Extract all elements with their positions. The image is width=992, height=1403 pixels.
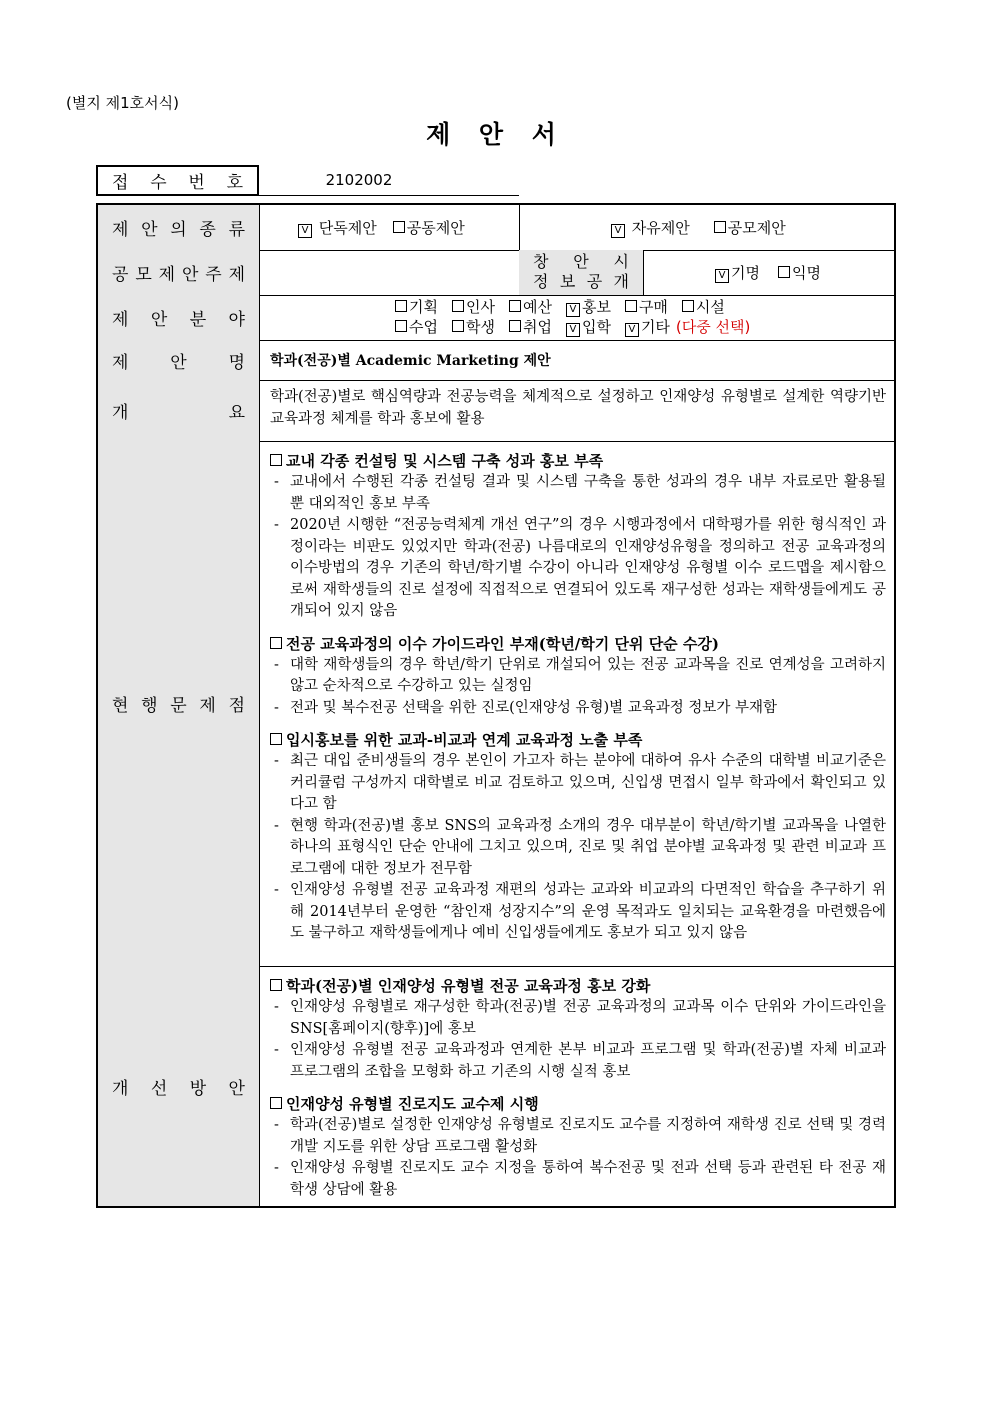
bullet-item: - 2020년 시행한 “전공능력체계 개선 연구”의 경우 시행과정에서 대학평가를 위한 형식적인 과정이라는 비판도 있었지만 학과(전공) 나름대로의 인재양성유형을 정의하고 전공 교육과정의 이수방법의 경우 기존의 학년/학기별 수강이 아니라 인재양성 유형별 이수 로드맵을 제시함으로써 재학생들의 진로 설정에 직접적으로 연결되어 있도록 재구성한 성과는 재학생들에게도 공개되어 있지 않음 [270, 515, 886, 623]
label-char: 공 [112, 265, 129, 285]
label-char: 야 [228, 310, 245, 330]
bullet-item: - 인재양성 유형별 전공 교육과정과 연계한 본부 비교과 프로그램 및 학과(전공)별 자체 비교과 프로그램의 조합을 모형화 하고 기존의 시행 실적 홍보 [270, 1040, 886, 1083]
receipt-number-value: 2102002 [259, 165, 519, 196]
square-bullet-icon [270, 454, 282, 466]
label-char: 류 [228, 220, 245, 240]
label-char: 접 [112, 173, 129, 193]
label-char: 방 [189, 1078, 207, 1099]
summary-label [98, 380, 260, 441]
label-char: 문 [170, 696, 187, 716]
proposal-field-label [98, 295, 260, 340]
label-char: 개 [613, 272, 629, 291]
contest-topic-row [98, 250, 894, 296]
field-option[interactable]: 수업 [395, 318, 438, 336]
single-proposal-option[interactable]: V 단독제안 [298, 217, 377, 238]
multi-select-note: (다중 선택) [675, 318, 751, 336]
bullet-item: - 최근 대입 준비생들의 경우 본인이 가고자 하는 분야에 대하여 유사 수준의 대학별 비교기준은 커리큘럼 구성까지 대학별로 비교 검토하고 있으며, 신입생 면접시 일부 학과에서 확인되고 있다고 함 [270, 751, 886, 816]
proposal-type-label [98, 205, 260, 250]
field-option[interactable]: 예산 [509, 298, 552, 316]
checkbox-icon [452, 300, 464, 312]
contest-proposal-option[interactable]: 공모제안 [714, 217, 786, 238]
receipt-number-label [96, 165, 259, 196]
section-heading: 학과(전공)별 인재양성 유형별 전공 교육과정 홍보 강화 [270, 975, 886, 997]
checkbox-icon [714, 221, 726, 233]
section-heading: 입시홍보를 위한 교과-비교과 연계 교육과정 노출 부족 [270, 729, 886, 751]
disclosure-options [644, 250, 894, 295]
bullet-item: - 인재양성 유형별 진로지도 교수 지정을 통하여 복수전공 및 전과 선택 등과 관련된 타 전공 재학생 상담에 활용 [270, 1158, 886, 1201]
label-char: 수 [150, 173, 167, 193]
field-option[interactable]: V 홍보 [566, 298, 611, 316]
section-heading: 교내 각종 컨설팅 및 시스템 구축 성과 홍보 부족 [270, 450, 886, 472]
label-char: 안 [141, 220, 158, 240]
form-reference: (별지 제1호서식) [66, 94, 179, 112]
proposal-type-row [98, 205, 894, 251]
current-problems-row [98, 441, 894, 967]
label-char: 제 [228, 265, 245, 285]
field-option[interactable]: 구매 [625, 298, 668, 316]
field-option[interactable]: 기획 [395, 298, 438, 316]
label-char: 창 [533, 252, 549, 271]
checked-box-icon: V [625, 323, 639, 337]
checkbox-icon [395, 300, 407, 312]
label-char: 안 [150, 310, 168, 330]
checkbox-icon [452, 320, 464, 332]
checkbox-icon [682, 300, 694, 312]
label-char: 안 [181, 265, 199, 285]
label-char: 호 [226, 173, 243, 193]
label-char: 개 [112, 403, 129, 423]
current-problems-content [260, 441, 894, 966]
label-char: 보 [559, 272, 576, 291]
checked-box-icon: V [566, 323, 580, 337]
field-option[interactable]: 시설 [682, 298, 725, 316]
label-char: 요 [228, 403, 245, 423]
field-option[interactable]: V 기타 [625, 318, 670, 336]
label-char: 안 [573, 252, 589, 271]
section-heading: 인재양성 유형별 진로지도 교수제 시행 [270, 1093, 886, 1115]
joint-proposal-option[interactable]: 공동제안 [393, 217, 465, 238]
proposal-name-label [98, 340, 260, 380]
bullet-item: - 현행 학과(전공)별 홍보 SNS의 교육과정 소개의 경우 대부분이 학년/학기별 교과목을 나열한 하나의 표형식인 단순 안내에 그치고 있으며, 진로 및 취업 분야별 교육과정 및 관련 비교과 프로그램에 대한 정보가 전무함 [270, 816, 886, 881]
summary-value: 학과(전공)별로 핵심역량과 전공능력을 체계적으로 설정하고 인재양성 유형별로 설계한 역량기반 교육과정 체계를 학과 홍보에 활용 [270, 389, 886, 427]
field-option[interactable]: V 입학 [566, 318, 611, 336]
single-joint-options [260, 205, 520, 250]
contest-topic-label [98, 250, 260, 295]
label-char: 종 [199, 220, 216, 240]
checked-box-icon: V [298, 224, 312, 238]
anonymous-option[interactable]: 익명 [778, 262, 821, 283]
label-char: 공 [586, 272, 603, 291]
checked-box-icon: V [566, 303, 580, 317]
label-char: 개 [112, 1078, 129, 1099]
field-option[interactable]: 취업 [509, 318, 552, 336]
bullet-item: - 대학 재학생들의 경우 학년/학기 단위로 개설되어 있는 전공 교과목을 진로 연계성을 고려하지 않고 순차적으로 수강하고 있는 실정임 [270, 655, 886, 698]
label-char: 현 [112, 696, 129, 716]
checkbox-icon [509, 300, 521, 312]
field-option[interactable]: 학생 [452, 318, 495, 336]
square-bullet-icon [270, 733, 282, 745]
contest-topic-value[interactable] [260, 250, 520, 295]
bullet-item: - 교내에서 수행된 각종 컨설팅 결과 및 시스템 구축을 통한 성과의 경우 내부 자료로만 활용될 뿐 대외적인 홍보 부족 [270, 472, 886, 515]
free-contest-options [519, 205, 894, 250]
label-char: 시 [613, 252, 629, 271]
label-char: 제 [112, 220, 129, 240]
label-char: 선 [150, 1078, 168, 1099]
proposal-field-options [260, 295, 894, 340]
label-char: 모 [135, 265, 152, 285]
bullet-item: - 전과 및 복수전공 선택을 위한 진로(인재양성 유형)별 교육과정 정보가 부재함 [270, 698, 886, 720]
section-heading: 전공 교육과정의 이수 가이드라인 부재(학년/학기 단위 단순 수강) [270, 633, 886, 655]
proposal-field-row [98, 295, 894, 341]
label-char: 점 [228, 696, 245, 716]
label-char: 명 [228, 352, 245, 373]
summary-row [98, 380, 894, 442]
improvements-content [260, 966, 894, 1206]
label-char: 제 [158, 265, 176, 285]
label-char: 안 [228, 1078, 245, 1099]
improvements-row [98, 966, 894, 1206]
square-bullet-icon [270, 979, 282, 991]
checked-box-icon: V [715, 269, 729, 283]
proposal-name-value: 학과(전공)별 Academic Marketing 제안 [270, 353, 551, 369]
square-bullet-icon [270, 1097, 282, 1109]
square-bullet-icon [270, 637, 282, 649]
label-char: 제 [199, 696, 216, 716]
improvements-label [98, 966, 260, 1206]
label-char: 제 [112, 352, 129, 373]
checked-box-icon: V [611, 224, 625, 238]
field-option[interactable]: 인사 [452, 298, 495, 316]
current-problems-label [98, 441, 260, 966]
proposal-name-row [98, 340, 894, 381]
bullet-item: - 학과(전공)별로 설정한 인재양성 유형별로 진로지도 교수를 지정하여 재학생 진로 선택 및 경력개발 지도를 위한 상담 프로그램 활성화 [270, 1115, 886, 1158]
label-char: 정 [533, 272, 549, 291]
document-title: 제 안 서 [426, 120, 566, 149]
checkbox-icon [395, 320, 407, 332]
label-char: 행 [141, 696, 158, 716]
bullet-item: - 인재양성 유형별 전공 교육과정 재편의 성과는 교과와 비교과의 다면적인 학습을 추구하기 위해 2014년부터 운영한 “참인재 성장지수”의 운영 목적과도 일치되는 교육환경을 마련했음에도 불구하고 재학생들에게나 예비 신입생들에게도 홍보가 되고 있지 않음 [270, 880, 886, 945]
checkbox-icon [393, 221, 405, 233]
checkbox-icon [509, 320, 521, 332]
label-char: 안 [170, 352, 187, 373]
named-option[interactable]: V 기명 [715, 262, 760, 283]
label-char: 분 [189, 310, 207, 330]
checkbox-icon [778, 266, 790, 278]
label-char: 의 [170, 220, 187, 240]
checkbox-icon [625, 300, 637, 312]
label-char: 번 [188, 173, 205, 193]
disclosure-label [519, 250, 644, 295]
free-proposal-option[interactable]: V 자유제안 [611, 217, 690, 238]
label-char: 주 [205, 265, 222, 285]
bullet-item: - 인재양성 유형별로 재구성한 학과(전공)별 전공 교육과정의 교과목 이수 단위와 가이드라인을 SNS[홈페이지(향후)]에 홍보 [270, 997, 886, 1040]
label-char: 제 [112, 310, 129, 330]
proposal-form-table [96, 203, 896, 1208]
